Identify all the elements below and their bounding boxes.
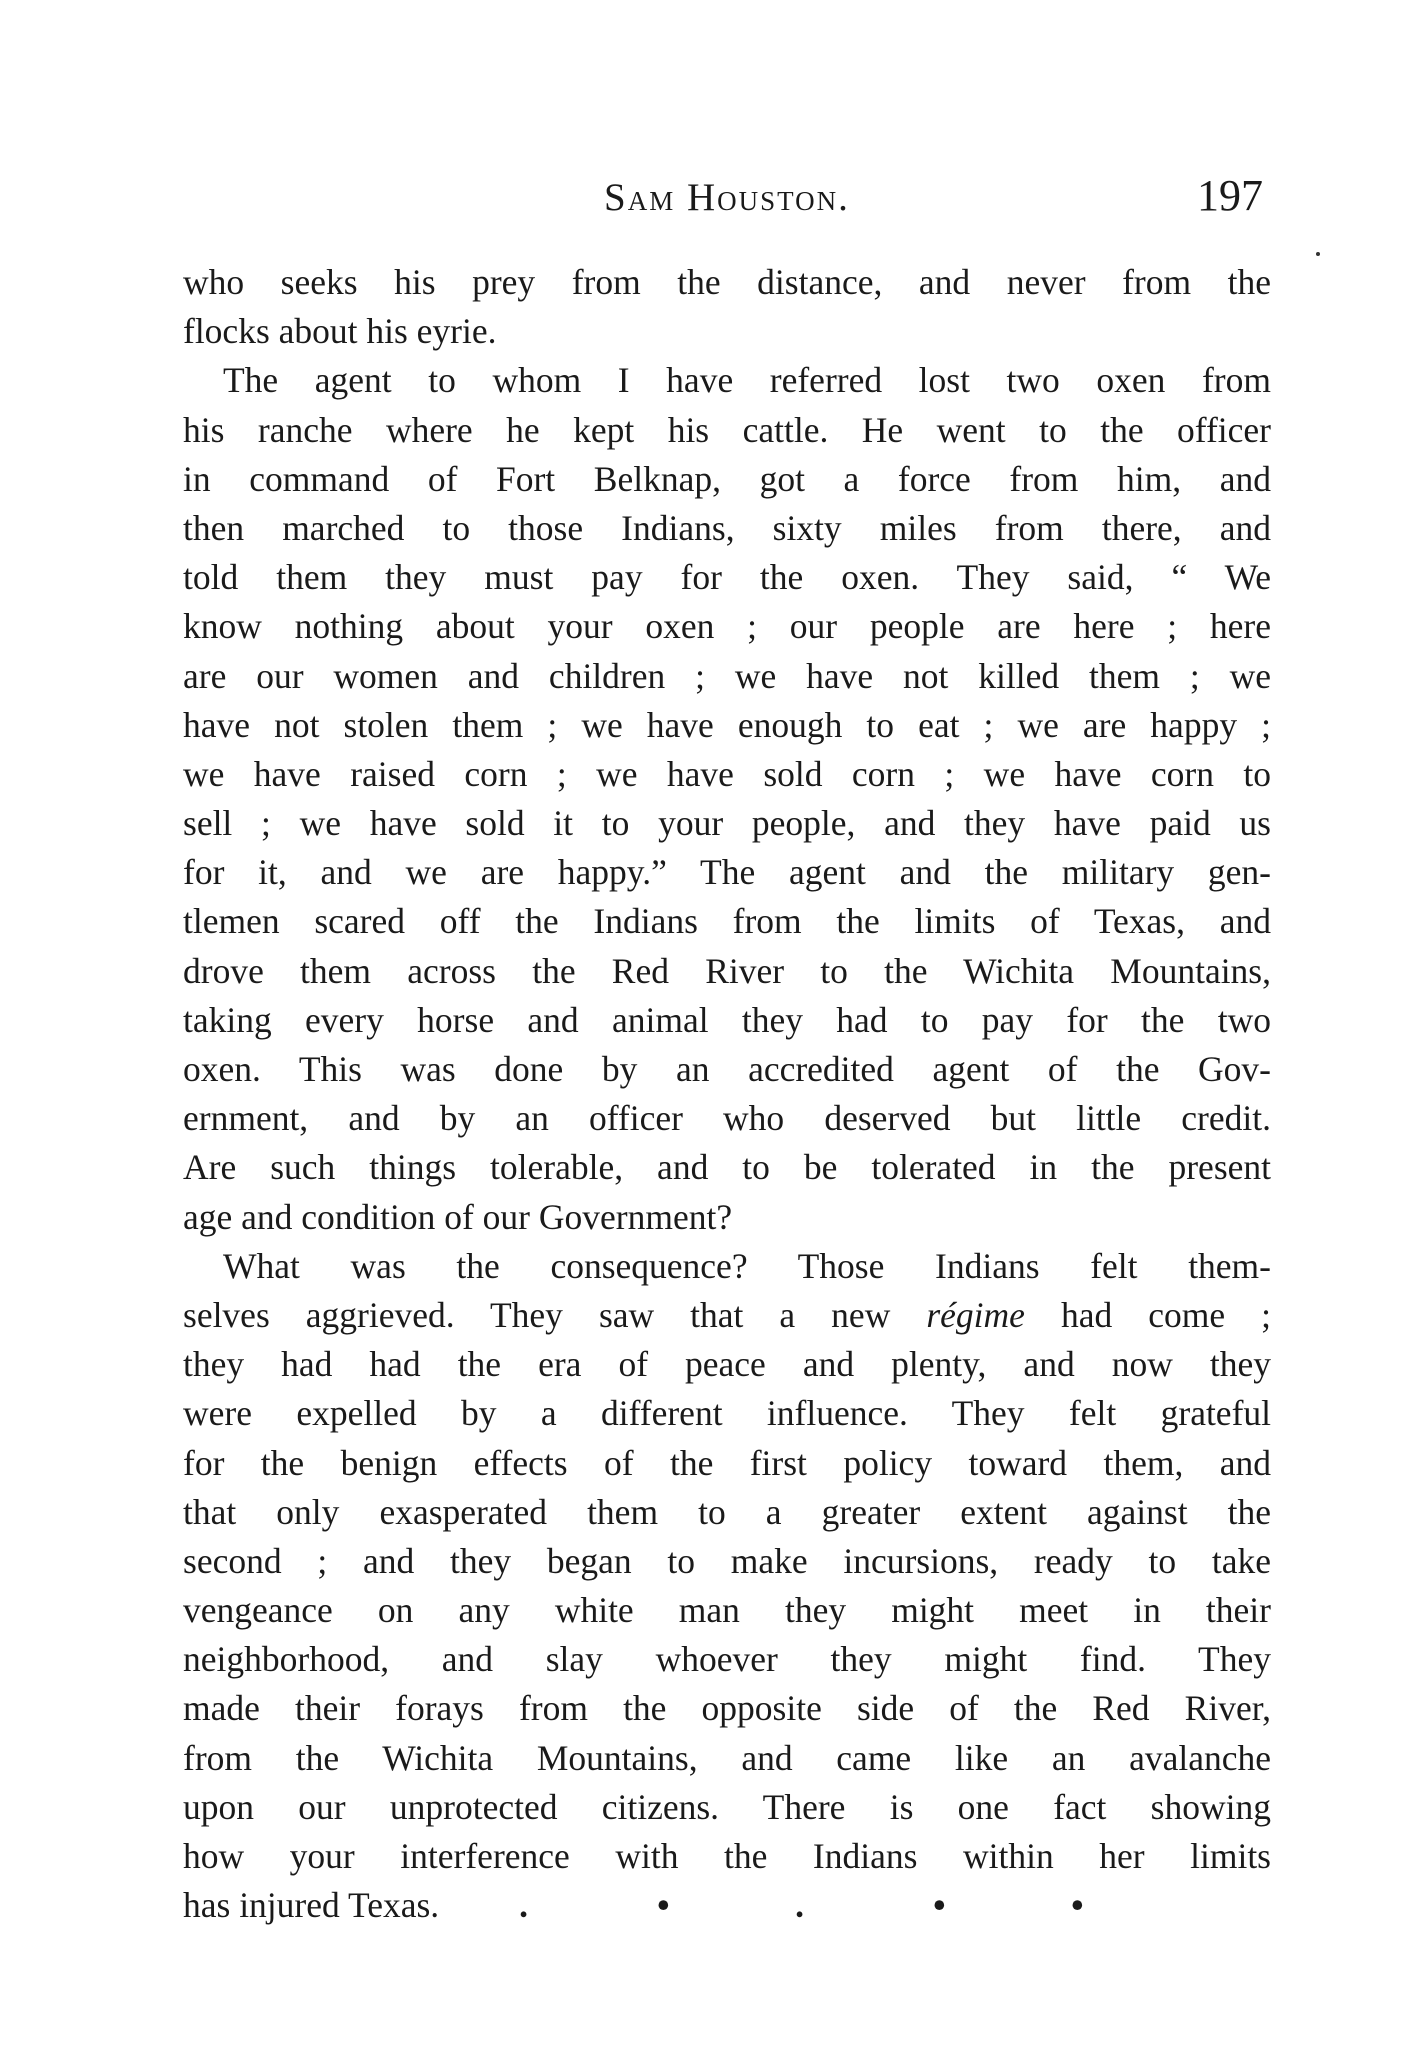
running-head [183, 168, 1271, 228]
text-line: What was the consequence? Those Indians felt them- [223, 1245, 1271, 1286]
text-line: were expelled by a different influence. They felt grateful [183, 1393, 1271, 1434]
italic-word: régime [926, 1294, 1025, 1335]
text-line: we have raised corn ; we have sold corn ; we have corn to [183, 753, 1271, 794]
text-line: age and condition of our Government? [183, 1196, 733, 1237]
text-line: drove them across the Red River to the Wichita Mountains, [183, 950, 1271, 991]
text-line: know nothing about your oxen ; our people are here ; here [183, 606, 1271, 647]
text-line: taking every horse and animal they had to pay for the two [183, 999, 1271, 1040]
stray-ink-mark [1316, 252, 1320, 256]
text-line: made their forays from the opposite side of the Red River, [183, 1688, 1271, 1729]
text-line: who seeks his prey from the distance, and never from the [183, 262, 1271, 302]
ellipsis-dots [519, 1881, 1209, 1930]
running-head-title: Sam Houston. [604, 176, 850, 219]
text-line: that only exasperated them to a greater extent against the [183, 1491, 1271, 1532]
final-line-text: has injured Texas. [183, 1885, 440, 1926]
text-line: how your interference with the Indians within her limits [183, 1836, 1271, 1876]
text-line: in command of Fort Belknap, got a force from him, and [183, 458, 1271, 499]
ellipsis-dot: . [519, 1885, 529, 1926]
text-line: for it, and we are happy.” The agent and the military gen- [183, 852, 1271, 893]
text-line: Are such things tolerable, and to be tolerated in the present [183, 1147, 1271, 1188]
page-number: 197 [1197, 171, 1263, 220]
text-line: told them they must pay for the oxen. They said, “ We [183, 557, 1271, 598]
text-line: are our women and children ; we have not killed them ; we [183, 655, 1271, 696]
text-line: vengeance on any white man they might meet in their [183, 1590, 1271, 1631]
text-line: upon our unprotected citizens. There is one fact showing [183, 1786, 1271, 1827]
ellipsis-dot: • [1071, 1885, 1084, 1926]
text-line: then marched to those Indians, sixty miles from there, and [183, 507, 1271, 548]
text-line: ernment, and by an officer who deserved but little credit. [183, 1098, 1271, 1139]
ellipsis-dot: . [795, 1885, 805, 1926]
ellipsis-dot: • [657, 1885, 670, 1926]
ellipsis-dot: • [933, 1885, 946, 1926]
text-line: for the benign effects of the first policy toward them, and [183, 1442, 1271, 1483]
text-line: neighborhood, and slay whoever they might find. They [183, 1639, 1271, 1680]
text-line: from the Wichita Mountains, and came like an avalanche [183, 1737, 1271, 1778]
final-text-line [183, 1881, 1271, 1930]
text-line: they had had the era of peace and plenty, and now they [183, 1344, 1271, 1385]
text-line: second ; and they began to make incursions, ready to take [183, 1540, 1271, 1581]
text-line: The agent to whom I have referred lost two oxen from [223, 360, 1271, 401]
text-line: tlemen scared off the Indians from the limits of Texas, and [183, 901, 1271, 942]
text-line: selves aggrieved. They saw that a new régime had come ; [183, 1294, 1271, 1335]
text-line: oxen. This was done by an accredited agent of the Gov- [183, 1049, 1271, 1089]
body-text [183, 258, 1271, 1930]
text-line: have not stolen them ; we have enough to eat ; we are happy ; [183, 704, 1271, 745]
text-line: sell ; we have sold it to your people, and they have paid us [183, 803, 1271, 844]
text-line: flocks about his eyrie. [183, 311, 497, 352]
text-line: his ranche where he kept his cattle. He went to the officer [183, 409, 1271, 450]
